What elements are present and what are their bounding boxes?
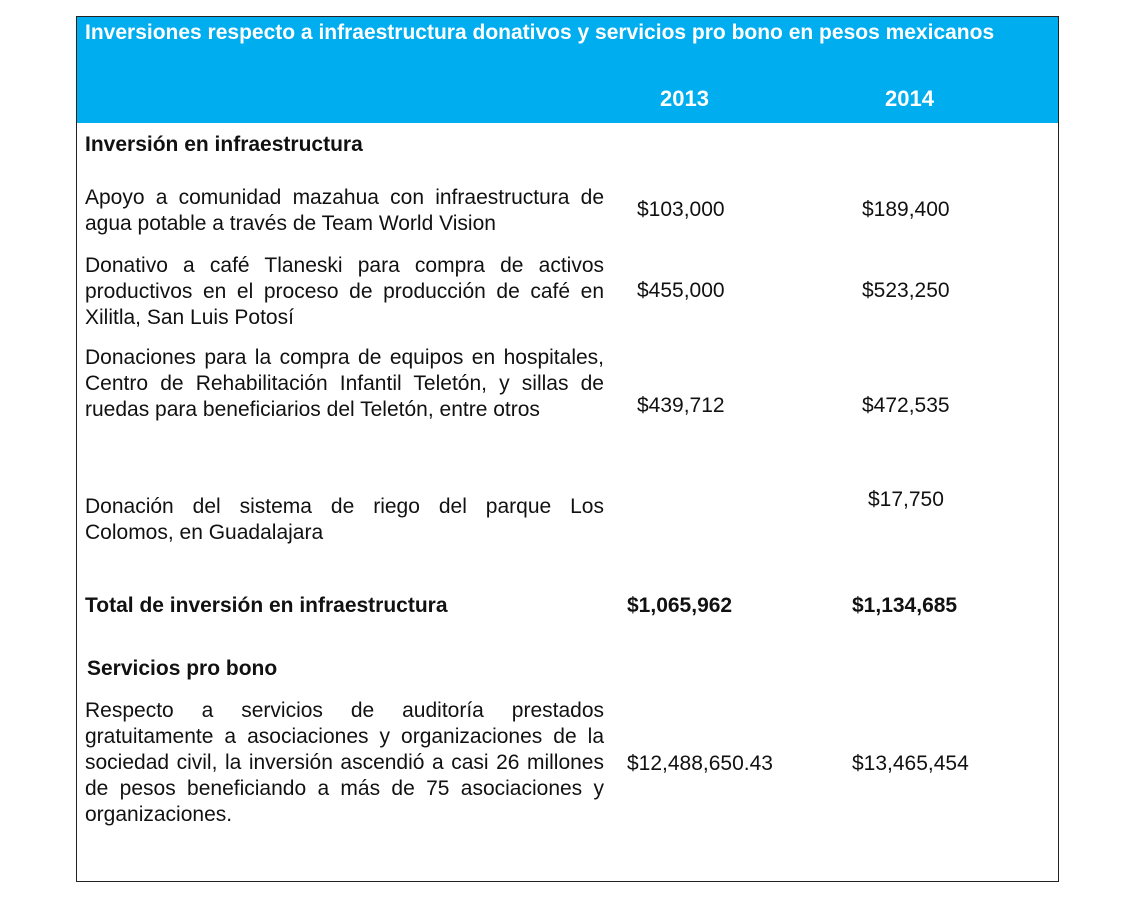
investment-table [76,16,1059,882]
section-title-pro-bono: Servicios pro bono [87,657,278,680]
pro-bono-value-2013: $12,488,650.43 [627,752,773,775]
total-value-2013: $1,065,962 [627,594,733,617]
row-value-2014: $472,535 [862,394,950,417]
column-header-2014: 2014 [885,86,934,111]
row-description: Donación del sistema de riego del parque Los Colomos, en Guadalajara [85,495,604,544]
row-value-2014: $189,400 [862,198,950,221]
section-title-infraestructura: Inversión en infraestructura [85,133,363,156]
row-value-2014: $17,750 [868,488,944,511]
row-description: Donaciones para la compra de equipos en hospitales, Centro de Rehabilitación Infantil Teletón, y sillas de ruedas para beneficiarios del Teletón, entre otros [85,346,604,421]
pro-bono-value-2014: $13,465,454 [852,752,969,775]
table-title: Inversiones respecto a infraestructura donativos y servicios pro bono en pesos mexicanos [85,21,995,44]
row-description: Donativo a café Tlaneski para compra de activos productivos en el proceso de producción de café en Xilitla, San Luis Potosí [85,254,604,329]
column-header-2013: 2013 [660,86,709,111]
total-label: Total de inversión en infraestructura [85,594,448,617]
row-value-2013: $103,000 [637,198,725,221]
total-value-2014: $1,134,685 [852,594,958,617]
row-value-2013: $455,000 [637,279,725,302]
row-value-2013: $439,712 [637,394,725,417]
table-header [77,17,1058,123]
row-value-2014: $523,250 [862,279,950,302]
row-description: Apoyo a comunidad mazahua con infraestructura de agua potable a través de Team World Vision [85,186,604,235]
pro-bono-description: Respecto a servicios de auditoría prestados gratuitamente a asociaciones y organizaciones de la sociedad civil, la inversión ascendió a casi 26 millones de pesos beneficiando a más de 75 asociaciones y organizaciones. [85,699,604,826]
